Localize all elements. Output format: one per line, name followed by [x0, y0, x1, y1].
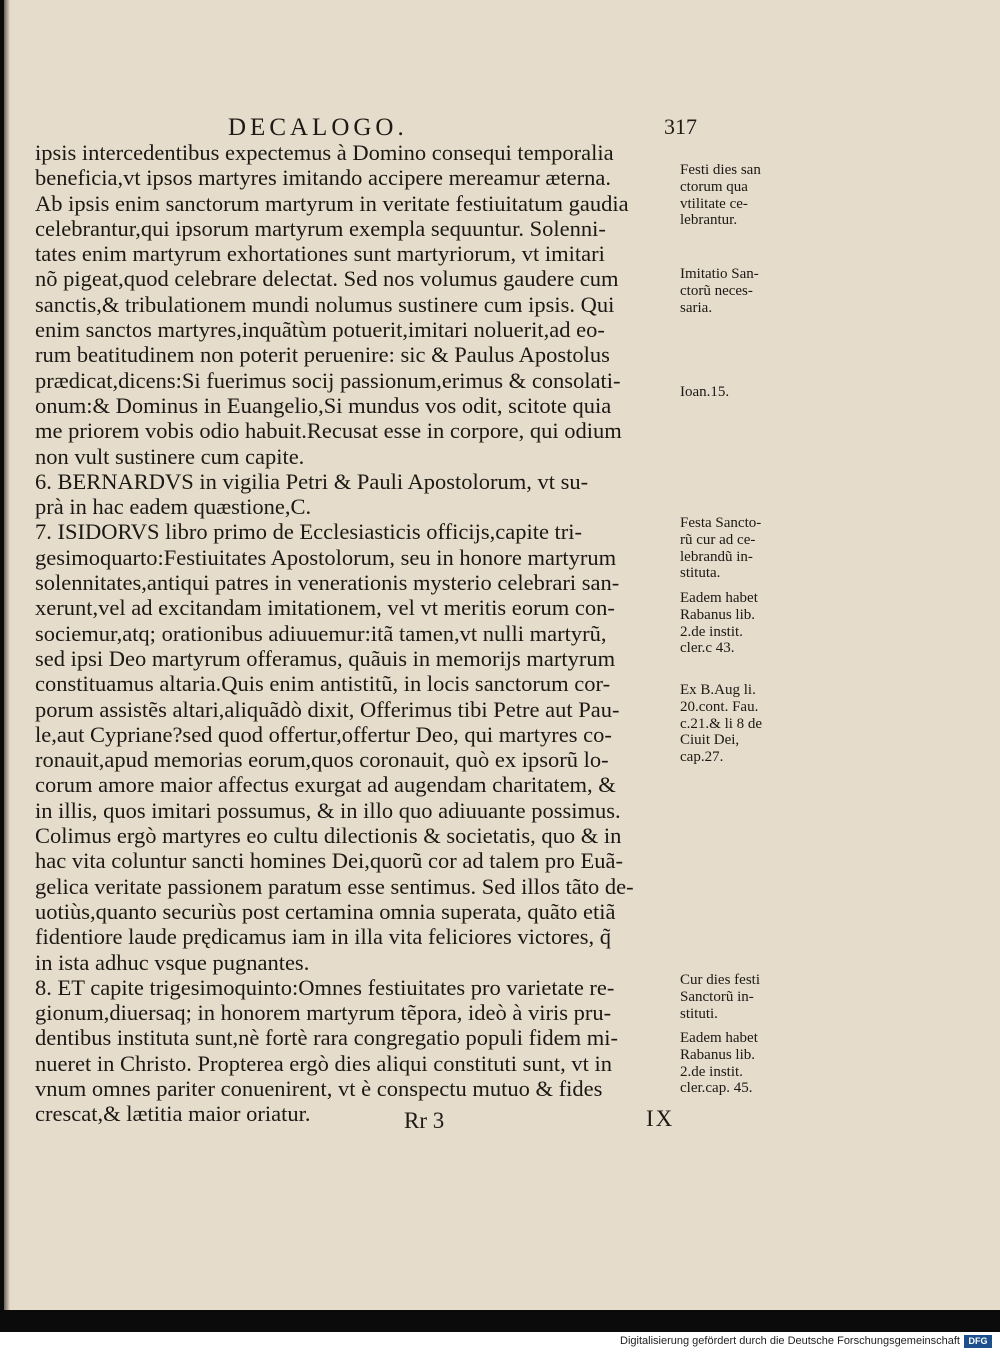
- margin-note: [680, 266, 780, 316]
- text-line: nueret in Christo. Propterea ergò dies aliqui constituti sunt, vt in: [35, 1050, 613, 1076]
- margin-note-line: 2.de instit.: [680, 1063, 743, 1080]
- text-line: in ista adhuc vsque pugnantes.: [35, 949, 310, 975]
- margin-note-line: cler.cap. 45.: [680, 1080, 753, 1097]
- margin-note-line: Rabanus lib.: [680, 606, 755, 623]
- margin-note-line: Eadem habet: [680, 1030, 758, 1046]
- text-line: Colimus ergò martyres eo cultu dilectionis & societatis, quo & in: [35, 823, 622, 849]
- margin-note-line: Festi dies san: [680, 162, 761, 178]
- text-line: tates enim martyrum exhortationes sunt martyriorum, vt imitari: [35, 241, 605, 267]
- margin-note-line: lebrantur.: [680, 212, 738, 229]
- text-line: sociemur,atq; orationibus adiuuemur:itã tamen,vt nulli martyrũ,: [35, 620, 607, 646]
- text-line: rum beatitudinem non poterit peruenire: sic & Paulus Apostolus: [35, 342, 610, 368]
- text-line: xerunt,vel ad excitandam imitationem, vel vt meritis eorum con-: [35, 595, 615, 621]
- margin-note-line: Ex B.Aug li.: [680, 682, 756, 698]
- text-line: prædicat,dicens:Si fuerimus socij passionum,erimus & consolati-: [35, 367, 621, 393]
- text-line: sanctis,& tribulationem mundi nolumus sustinere cum ipsis. Qui: [35, 291, 615, 317]
- book-page: [4, 0, 1000, 1332]
- text-line: in illis, quos imitari possumus, & in illo quo adiuuante possimus.: [35, 797, 621, 823]
- margin-note: [680, 590, 780, 657]
- text-line: crescat,& lætitia maior oriatur.: [35, 1101, 311, 1127]
- page-number: 317: [664, 114, 697, 139]
- text-line: nõ pigeat,quod celebrare delectat. Sed nos volumus gaudere cum: [35, 266, 619, 292]
- text-line: vnum omnes pariter conuenirent, vt è conspectu mutuo & fides: [35, 1075, 603, 1101]
- margin-note-line: Rabanus lib.: [680, 1046, 755, 1063]
- margin-note-line: Imitatio San-: [680, 266, 759, 282]
- margin-note-line: Cur dies festi: [680, 972, 760, 988]
- text-line: beneficia,vt ipsos martyres imitando accipere mereamur æterna.: [35, 165, 612, 191]
- margin-note-line: stituta.: [680, 565, 721, 582]
- margin-note: [680, 515, 780, 582]
- dfg-logo: DFG: [964, 1335, 992, 1348]
- margin-note: [680, 162, 780, 229]
- margin-note-line: Eadem habet: [680, 590, 758, 606]
- digitization-footer: [0, 1332, 1000, 1352]
- text-line: prà in hac eadem quæstione,C.: [35, 494, 312, 520]
- margin-note: [680, 1030, 780, 1097]
- margin-note-line: saria.: [680, 299, 713, 316]
- main-text-block: [35, 140, 675, 1127]
- margin-note-line: Ioan.15.: [680, 384, 730, 400]
- margin-note-line: rũ cur ad ce-: [680, 531, 756, 548]
- text-line: gesimoquarto:Festiuitates Apostolorum, seu in honore martyrum: [35, 544, 617, 570]
- margin-note-line: vtilitate ce-: [680, 195, 748, 212]
- text-line: gelica veritate passionem paratum esse sentimus. Sed illos tãto de-: [35, 873, 634, 899]
- text-line: uotiùs,quanto securiùs post certamina omnia superata, quãto etiã: [35, 898, 616, 924]
- text-line: enim sanctos martyres,inquãtùm potuerit,imitari noluerit,ad eo-: [35, 317, 605, 343]
- margin-note-line: 20.cont. Fau.: [680, 698, 759, 715]
- text-line: 7. ISIDORVS libro primo de Ecclesiasticis officijs,capite tri-: [35, 519, 583, 545]
- text-line: dentibus instituta sunt,nè fortè rara congregatio populi fidem mi-: [35, 1025, 618, 1051]
- margin-note-line: lebrandũ in-: [680, 548, 753, 565]
- margin-note-line: ctorum qua: [680, 178, 748, 195]
- margin-note-line: cler.c 43.: [680, 640, 735, 657]
- text-line: onum:& Dominus in Euangelio,Si mundus vos odit, scitote quia: [35, 392, 612, 418]
- text-line: 8. ET capite trigesimoquinto:Omnes festiuitates pro varietate re-: [35, 974, 615, 1000]
- text-line: non vult sustinere cum capite.: [35, 443, 305, 469]
- text-line: constituamus altaria.Quis enim antistitũ, in locis sanctorum cor-: [35, 671, 611, 697]
- text-line: gionum,diuersaq; in honorem martyrum tẽpora, ideò à viris pru-: [35, 1000, 612, 1026]
- signature-mark: Rr 3: [404, 1108, 445, 1133]
- text-line: Ab ipsis enim sanctorum martyrum in veritate festiuitatum gaudia: [35, 190, 629, 216]
- margin-note: [680, 384, 780, 401]
- text-line: le,aut Cypriane?sed quod offertur,offertur Deo, qui martyres co-: [35, 721, 612, 747]
- text-line: sed ipsi Deo martyrum offeramus, quãuis in memorijs martyrum: [35, 645, 616, 671]
- margin-note: [680, 682, 780, 766]
- text-line: fidentiore laude prędicamus iam in illa vita feliciores victores, q̃: [35, 924, 612, 950]
- margin-note-line: 2.de instit.: [680, 623, 743, 640]
- text-line: solennitates,antiqui patres in venerationis mysterio celebrari san-: [35, 570, 620, 596]
- margin-note-line: c.21.& li 8 de: [680, 715, 763, 732]
- text-line: ipsis intercedentibus expectemus à Domino consequi temporalia: [35, 140, 614, 165]
- text-line: celebrantur,qui ipsorum martyrum exempla sequuntur. Solenni-: [35, 215, 606, 241]
- text-line: porum assistẽs altari,aliquãdò dixit, Offerimus tibi Petre aut Pau-: [35, 696, 620, 722]
- margin-note-line: Festa Sancto-: [680, 515, 762, 531]
- text-line: hac vita coluntur sancti homines Dei,quorũ cor ad talem pro Euã-: [35, 848, 623, 874]
- margin-note-line: Ciuit Dei,: [680, 732, 740, 749]
- text-line: me priorem vobis odio habuit.Recusat esse in corpore, qui odium: [35, 418, 622, 444]
- catchword: IX: [646, 1106, 675, 1131]
- text-line: 6. BERNARDVS in vigilia Petri & Pauli Apostolorum, vt su-: [35, 468, 589, 494]
- margin-note-line: stituti.: [680, 1005, 718, 1022]
- text-line: corum amore maior affectus exurgat ad augendam charitatem, &: [35, 772, 616, 798]
- margin-note: [680, 972, 780, 1022]
- margin-note-line: Sanctorũ in-: [680, 988, 754, 1005]
- margin-note-line: cap.27.: [680, 749, 724, 766]
- text-line: ronauit,apud memorias eorum,quos coronauit, quò ex ipsorũ lo-: [35, 747, 609, 773]
- digitization-credit: Digitalisierung gefördert durch die Deutsche Forschungsgemeinschaft: [620, 1335, 960, 1347]
- running-title: DECALOGO.: [228, 114, 408, 141]
- margin-note-line: ctorũ neces-: [680, 282, 753, 299]
